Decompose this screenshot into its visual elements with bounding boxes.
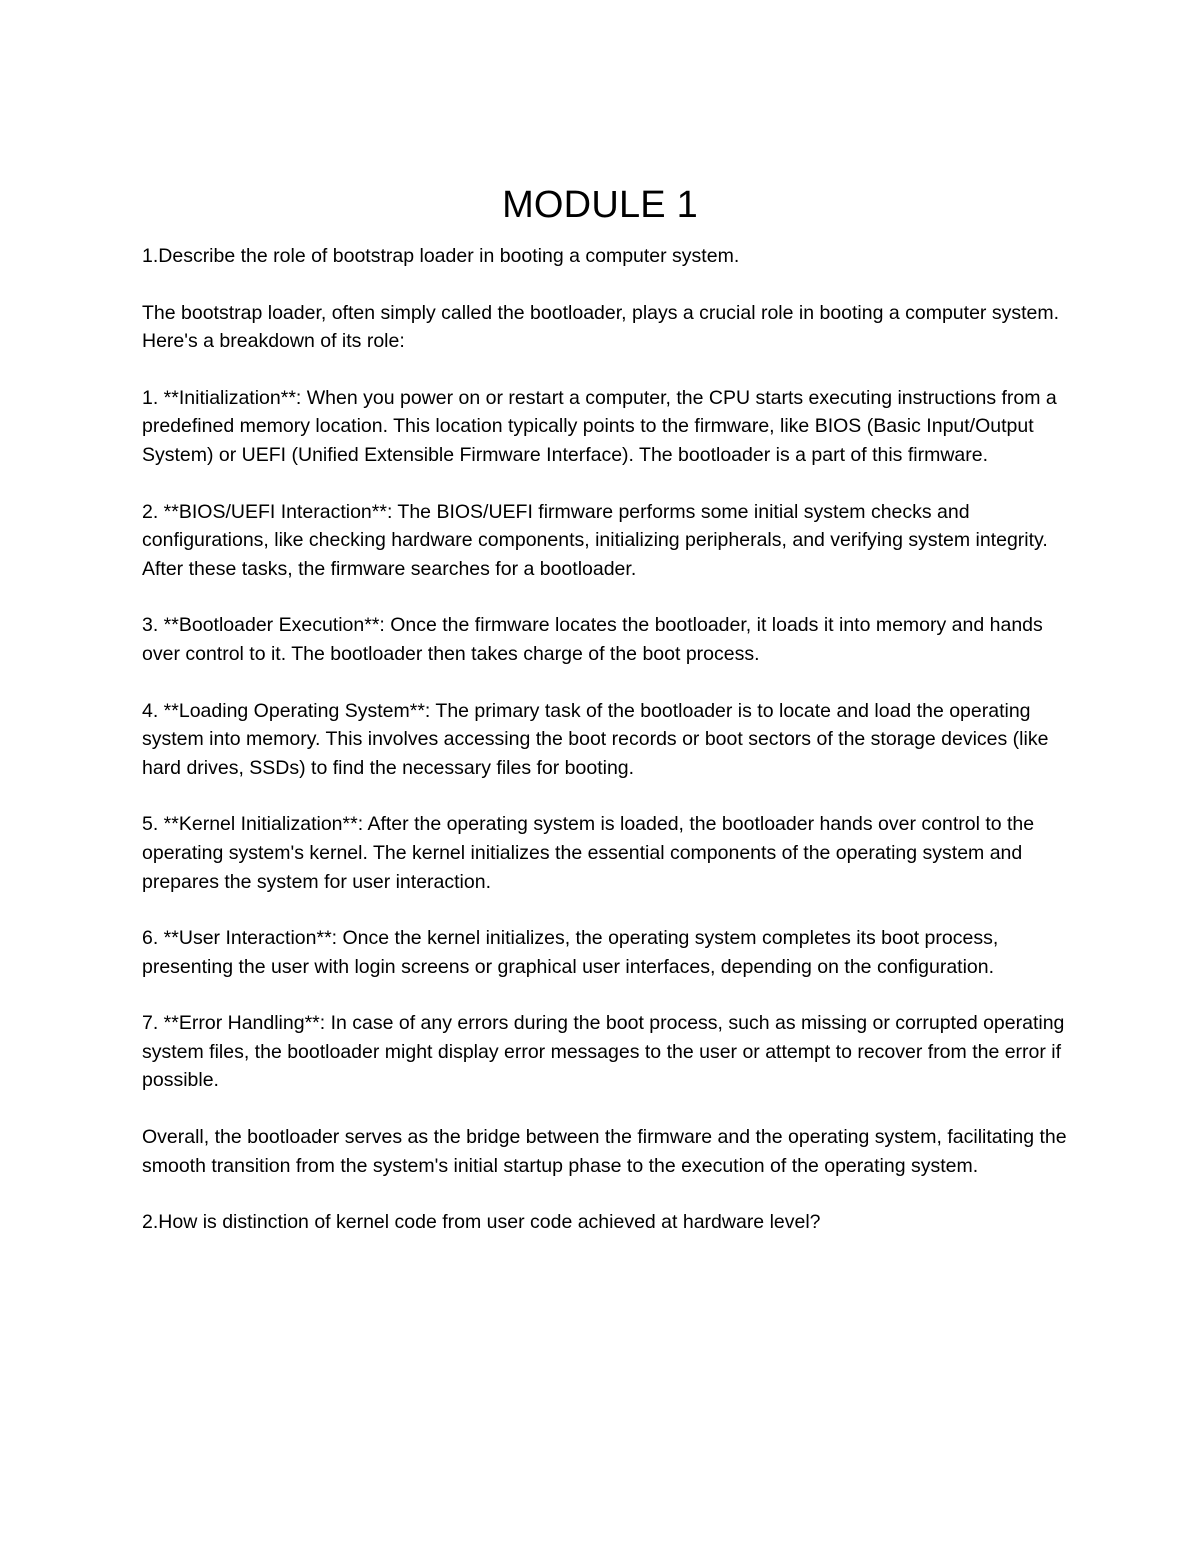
point-user-interaction: 6. **User Interaction**: Once the kernel initializes, the operating system completes its boot process, presenting the user with login screens or graphical user interfaces, depending on the configuration. [142, 927, 999, 978]
point-bootloader-execution: 3. **Bootloader Execution**: Once the firmware locates the bootloader, it loads it into memory and hands over control to it. The bootloader then takes charge of the boot process. [142, 614, 1043, 665]
question-2: 2.How is distinction of kernel code from user code achieved at hardware level? [142, 1211, 821, 1234]
point-initialization: 1. **Initialization**: When you power on or restart a computer, the CPU starts executing instructions from a predefined memory location. This location typically points to the firmware, like BIOS (Basic Input/Output System) or UEFI (Unified Extensible Firmware Interface). The bootloader is a part of this firmware. [142, 386, 1057, 466]
point-loading-operating-system: 4. **Loading Operating System**: The primary task of the bootloader is to locate and load the operating system into memory. This involves accessing the boot records or boot sectors of the storage devices (like hard drives, SSDs) to find the necessary files for booting. [142, 699, 1049, 779]
question-1: 1.Describe the role of bootstrap loader in booting a computer system. [142, 245, 740, 267]
point-error-handling: 7. **Error Handling**: In case of any errors during the boot process, such as missing or corrupted operating system files, the bootloader might display error messages to the user or attempt to recover from the error if possible. [142, 1012, 1065, 1092]
intro-paragraph: The bootstrap loader, often simply called the bootloader, plays a crucial role in booting a computer system. Here's a breakdown of its role: [142, 301, 1060, 353]
point-kernel-initialization: 5. **Kernel Initialization**: After the operating system is loaded, the bootloader hands over control to the operating system's kernel. The kernel initializes the essential components of the operating system and prepares the system for user interaction. [142, 813, 1035, 893]
page-title: MODULE 1 [502, 184, 698, 226]
summary-paragraph: Overall, the bootloader serves as the bridge between the firmware and the operating system, facilitating the smooth transition from the system's initial startup phase to the execution of the operating system. [142, 1126, 1067, 1177]
document-body [142, 178, 1072, 1237]
point-bios-uefi-interaction: 2. **BIOS/UEFI Interaction**: The BIOS/UEFI firmware performs some initial system checks and configurations, like checking hardware components, initializing peripherals, and verifying system integrity. After these tasks, the firmware searches for a bootloader. [142, 500, 1048, 580]
